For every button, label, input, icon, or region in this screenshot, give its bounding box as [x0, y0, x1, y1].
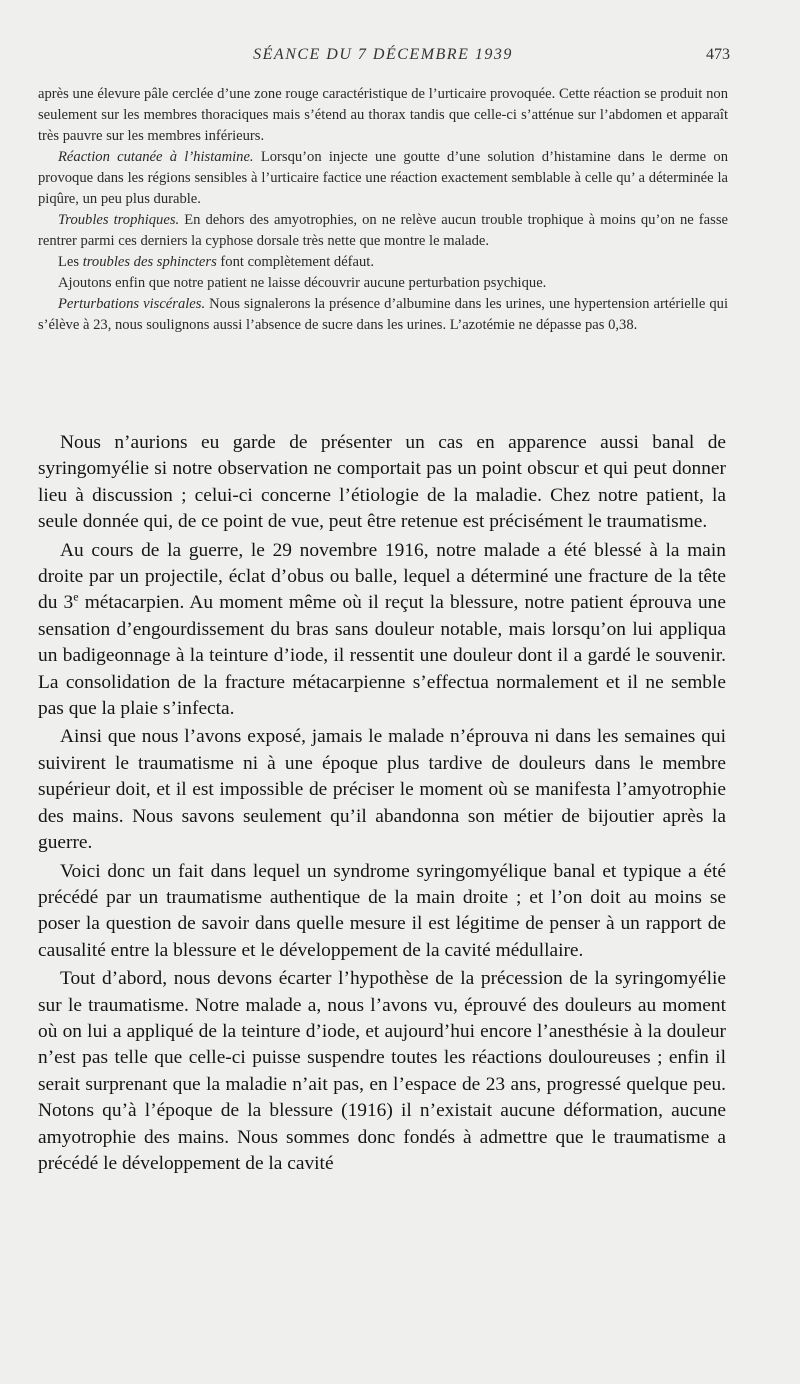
heading-trophic: Troubles trophiques.	[58, 212, 180, 228]
page-number: 473	[706, 46, 730, 63]
text-war-injury-b: métacarpien. Au moment même où il reçut la blessure, notre patient éprouva une sensation d’engourdissement du bras sans douleur notable, mais lorsqu’on lui appliqua un badigeonnage à la teinture d’iode, il ressentit une douleur dont il a gardé le souvenir. La consolidation de la fracture métacarpienne s’effectua normalement et il ne semble pas que la plaie s’infecta.	[38, 592, 726, 720]
case-observation-block	[38, 84, 728, 336]
paragraph-trophic	[38, 210, 728, 252]
heading-visceral: Perturbations viscérales.	[58, 296, 206, 312]
running-title: SÉANCE DU 7 DÉCEMBRE 1939	[253, 46, 513, 63]
paragraph-syndrome: Voici donc un fait dans lequel un syndrome syringomyélique banal et typique a été précédé par un traumatisme authentique de la main droite ; et l’on doit au moins se poser la question de savoir dans quelle mesure il est légitime de penser à un rapport de causalité entre la blessure et le développement de la cavité médullaire.	[38, 860, 726, 961]
paragraph-sphincters	[38, 252, 728, 273]
text-war-injury-a: Au cours de la guerre, le 29 novembre 1916, notre malade a été blessé à la main droite par un projectile, éclat d’obus ou balle, lequel a déterminé une fracture de la tête du 3	[38, 539, 726, 614]
paragraph-intro: Nous n’aurions eu garde de présenter un cas en apparence aussi banal de syringomyélie si notre observation ne comportait pas un point obscur et qui peut donner lieu à discussion ; celui-ci concerne l’étiologie de la maladie. Chez notre patient, la seule donnée qui, de ce point de vue, peut être retenue est précisément le traumatisme.	[38, 432, 726, 533]
heading-histamine: Réaction cutanée à l’histamine.	[58, 149, 254, 165]
heading-sphincters: troubles des sphincters	[82, 254, 217, 270]
text-histamine: Lorsqu’on injecte une goutte d’une solution d’histamine dans le derme on provoque dans les régions sensibles à l’urticaire factice une réaction exactement semblable à celle qu’ a déterminée la piqûre, un peu plus durable.	[38, 149, 728, 207]
text-sphincters-pre: Les	[58, 254, 83, 270]
page-header	[36, 46, 730, 70]
paragraph-histamine	[38, 147, 728, 210]
text-trophic: En dehors des amyotrophies, on ne relève aucun trouble trophique à moins qu’on ne fasse rentrer parmi ces derniers la cyphose dorsale très nette que montre le malade.	[38, 212, 728, 249]
paragraph-urticaria: après une élevure pâle cerclée d’une zone rouge caractéristique de l’urticaire provoquée. Cette réaction se produit non seulement sur les membres thoraciques mais s’étend au thorax tandis que celle-ci s’atténue sur l’abdomen et apparaît très pauvre sur les membres inférieurs.	[38, 86, 728, 144]
text-visceral: Nous signalerons la présence d’albumine dans les urines, une hypertension artérielle qui s’élève à 23, nous soulignons aussi l’absence de sucre dans les urines. L’azotémie ne dépasse pas 0,38.	[38, 296, 728, 333]
superscript-e: e	[73, 589, 79, 604]
paragraph-war-injury	[38, 538, 726, 723]
paragraph-visceral	[38, 294, 728, 336]
paragraph-exposition: Ainsi que nous l’avons exposé, jamais le malade n’éprouva ni dans les semaines qui suivirent le traumatisme ni à une époque plus tardive de douleurs dans le membre supérieur doit, et il est impossible de préciser le moment où se manifesta l’amyotrophie des mains. Nous savons seulement qu’il abandonna son métier de bijoutier après la guerre.	[38, 726, 726, 854]
text-sphincters: font complètement défaut.	[216, 254, 375, 270]
paragraph-psychic: Ajoutons enfin que notre patient ne laisse découvrir aucune perturbation psychique.	[58, 275, 547, 291]
discussion-block	[38, 430, 726, 1177]
paragraph-hypothesis: Tout d’abord, nous devons écarter l’hypothèse de la précession de la syringomyélie sur le traumatisme. Notre malade a, nous l’avons vu, éprouvé des douleurs au moment où on lui a appliqué de la teinture d’iode, et aujourd’hui encore l’anesthésie à la douleur n’est pas telle que celle-ci puisse suspendre toutes les réactions douloureuses ; enfin il serait surprenant que la maladie n’ait pas, en l’espace de 23 ans, progressé quelque peu. Notons qu’à l’époque de la blessure (1916) il n’existait aucune déformation, aucune amyotrophie des mains. Nous sommes donc fondés à admettre que le traumatisme a précédé le développement de la cavité	[38, 968, 726, 1174]
